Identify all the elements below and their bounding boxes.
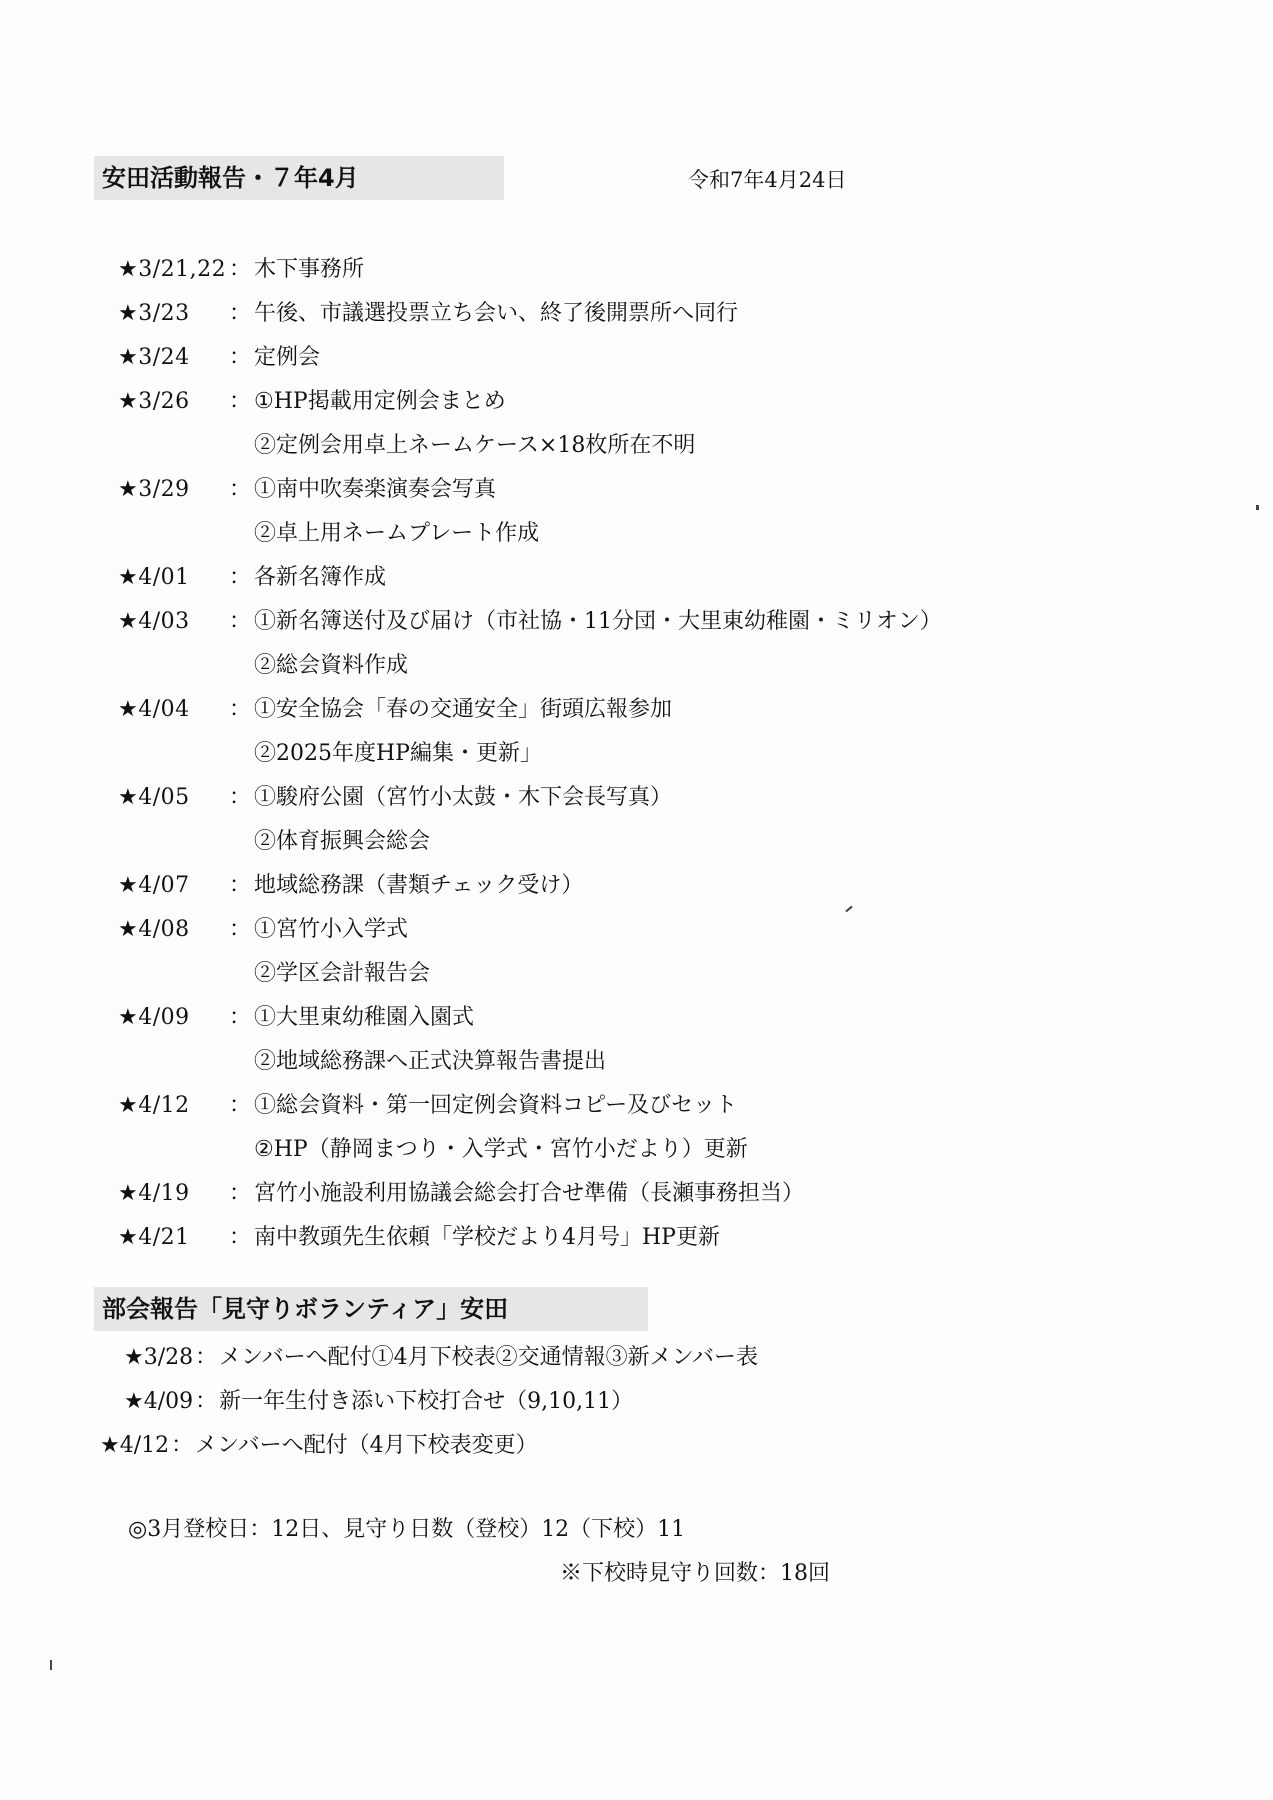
entry-text: ①南中吹奏楽演奏会写真 [254, 477, 497, 502]
entry-sub-item: ②総会資料作成 [254, 653, 409, 678]
entry-date: ★4/01 [118, 565, 190, 590]
activity-entry [118, 1084, 1218, 1128]
entry-separator: ： [195, 1345, 218, 1370]
entry-date: ★3/24 [118, 345, 190, 370]
entry-date: ★4/08 [118, 917, 190, 942]
entry-separator: ： [228, 389, 251, 414]
activity-entry [118, 908, 1218, 952]
report-date: 令和7年4月24日 [688, 168, 847, 192]
entry-separator: ： [228, 873, 251, 898]
activity-list [118, 248, 1218, 1260]
entry-text: ①新名簿送付及び届け（市社協・11分団・大里東幼稚園・ミリオン） [254, 609, 942, 634]
entry-text: 定例会 [254, 345, 321, 370]
entry-text: ①駿府公園（宮竹小太鼓・木下会長写真） [254, 785, 673, 810]
report-title: 安田活動報告・７年4月 [94, 156, 504, 200]
entry-text: ①総会資料・第一回定例会資料コピー及びセット [254, 1093, 738, 1118]
entry-separator: ： [228, 697, 251, 722]
entry-text: 午後、市議選投票立ち会い、終了後開票所へ同行 [254, 301, 739, 326]
entry-text: 新一年生付き添い下校打合せ（9,10,11） [219, 1389, 634, 1414]
activity-entry [118, 1216, 1218, 1260]
activity-entry [118, 336, 1218, 380]
scan-speck [1256, 505, 1259, 510]
entry-separator: ： [228, 477, 251, 502]
activity-entry [118, 688, 1218, 732]
scan-speck [50, 1660, 52, 1670]
volunteer-section-title: 部会報告「見守りボランティア」安田 [94, 1287, 648, 1331]
entry-text: 木下事務所 [254, 257, 365, 282]
entry-date: ★4/05 [118, 785, 190, 810]
entry-separator: ： [228, 345, 251, 370]
entry-separator: ： [228, 917, 251, 942]
entry-sub-item: ②2025年度HP編集・更新」 [254, 741, 542, 766]
entry-sub-item: ②卓上用ネームプレート作成 [254, 521, 540, 546]
activity-entry [118, 1172, 1218, 1216]
activity-entry [118, 468, 1218, 512]
entry-date: ★3/26 [118, 389, 190, 414]
activity-entry [118, 556, 1218, 600]
entry-date: ★3/29 [118, 477, 190, 502]
entry-date: ★3/28 [124, 1345, 194, 1370]
entry-date: ★4/12 [118, 1093, 190, 1118]
activity-entry [118, 776, 1218, 820]
entry-sub-item: ②学区会計報告会 [254, 961, 431, 986]
entry-separator: ： [228, 301, 251, 326]
entry-separator: ： [228, 609, 251, 634]
entry-text: 地域総務課（書類チェック受け） [254, 873, 584, 898]
entry-separator: ： [228, 257, 251, 282]
entry-date: ★4/09 [124, 1389, 194, 1414]
entry-date: ★4/21 [118, 1225, 190, 1250]
entry-date: ★4/09 [118, 1005, 190, 1030]
entry-text: 宮竹小施設利用協議会総会打合せ準備（長瀬事務担当） [254, 1181, 805, 1206]
entry-separator: ： [228, 565, 251, 590]
entry-separator: ： [228, 1093, 251, 1118]
volunteer-entry [0, 1424, 1273, 1468]
activity-entry [118, 996, 1218, 1040]
entry-text: ①安全協会「春の交通安全」街頭広報参加 [254, 697, 673, 722]
entry-separator: ： [228, 1005, 251, 1030]
entry-sub-item: ②地域総務課へ正式決算報告書提出 [254, 1049, 607, 1074]
activity-entry [118, 864, 1218, 908]
entry-text: メンバーへ配付①4月下校表②交通情報③新メンバー表 [219, 1345, 759, 1370]
volunteer-entry [0, 1336, 1273, 1380]
entry-text: ①大里東幼稚園入園式 [254, 1005, 475, 1030]
entry-date: ★4/07 [118, 873, 190, 898]
activity-entry [118, 292, 1218, 336]
entry-text: 南中教頭先生依頼「学校だより4月号」HP更新 [254, 1225, 720, 1250]
entry-separator: ： [228, 1181, 251, 1206]
entry-date: ★4/03 [118, 609, 190, 634]
activity-entry [118, 380, 1218, 424]
entry-date: ★3/21,22 [118, 257, 227, 282]
entry-separator: ： [228, 1225, 251, 1250]
entry-date: ★3/23 [118, 301, 190, 326]
entry-separator: ： [195, 1389, 218, 1414]
entry-sub-item: ②HP（静岡まつり・入学式・宮竹小だより）更新 [254, 1137, 748, 1162]
entry-separator: ： [228, 785, 251, 810]
entry-sub-item: ②定例会用卓上ネームケース×18枚所在不明 [254, 433, 696, 458]
entry-text: 各新名簿作成 [254, 565, 387, 590]
entry-separator: ： [171, 1433, 194, 1458]
volunteer-list [0, 1336, 1273, 1468]
volunteer-summary: ◎3月登校日：12日、見守り日数（登校）12（下校）11 [128, 1517, 686, 1542]
entry-text: メンバーへ配付（4月下校表変更） [195, 1433, 538, 1458]
entry-text: ①宮竹小入学式 [254, 917, 409, 942]
volunteer-entry [0, 1380, 1273, 1424]
activity-entry [118, 600, 1218, 644]
volunteer-note: ※下校時見守り回数：18回 [560, 1561, 830, 1586]
entry-text: ①HP掲載用定例会まとめ [254, 389, 506, 414]
entry-date: ★4/04 [118, 697, 190, 722]
activity-entry [118, 248, 1218, 292]
entry-date: ★4/19 [118, 1181, 190, 1206]
entry-date: ★4/12 [100, 1433, 170, 1458]
entry-sub-item: ②体育振興会総会 [254, 829, 431, 854]
